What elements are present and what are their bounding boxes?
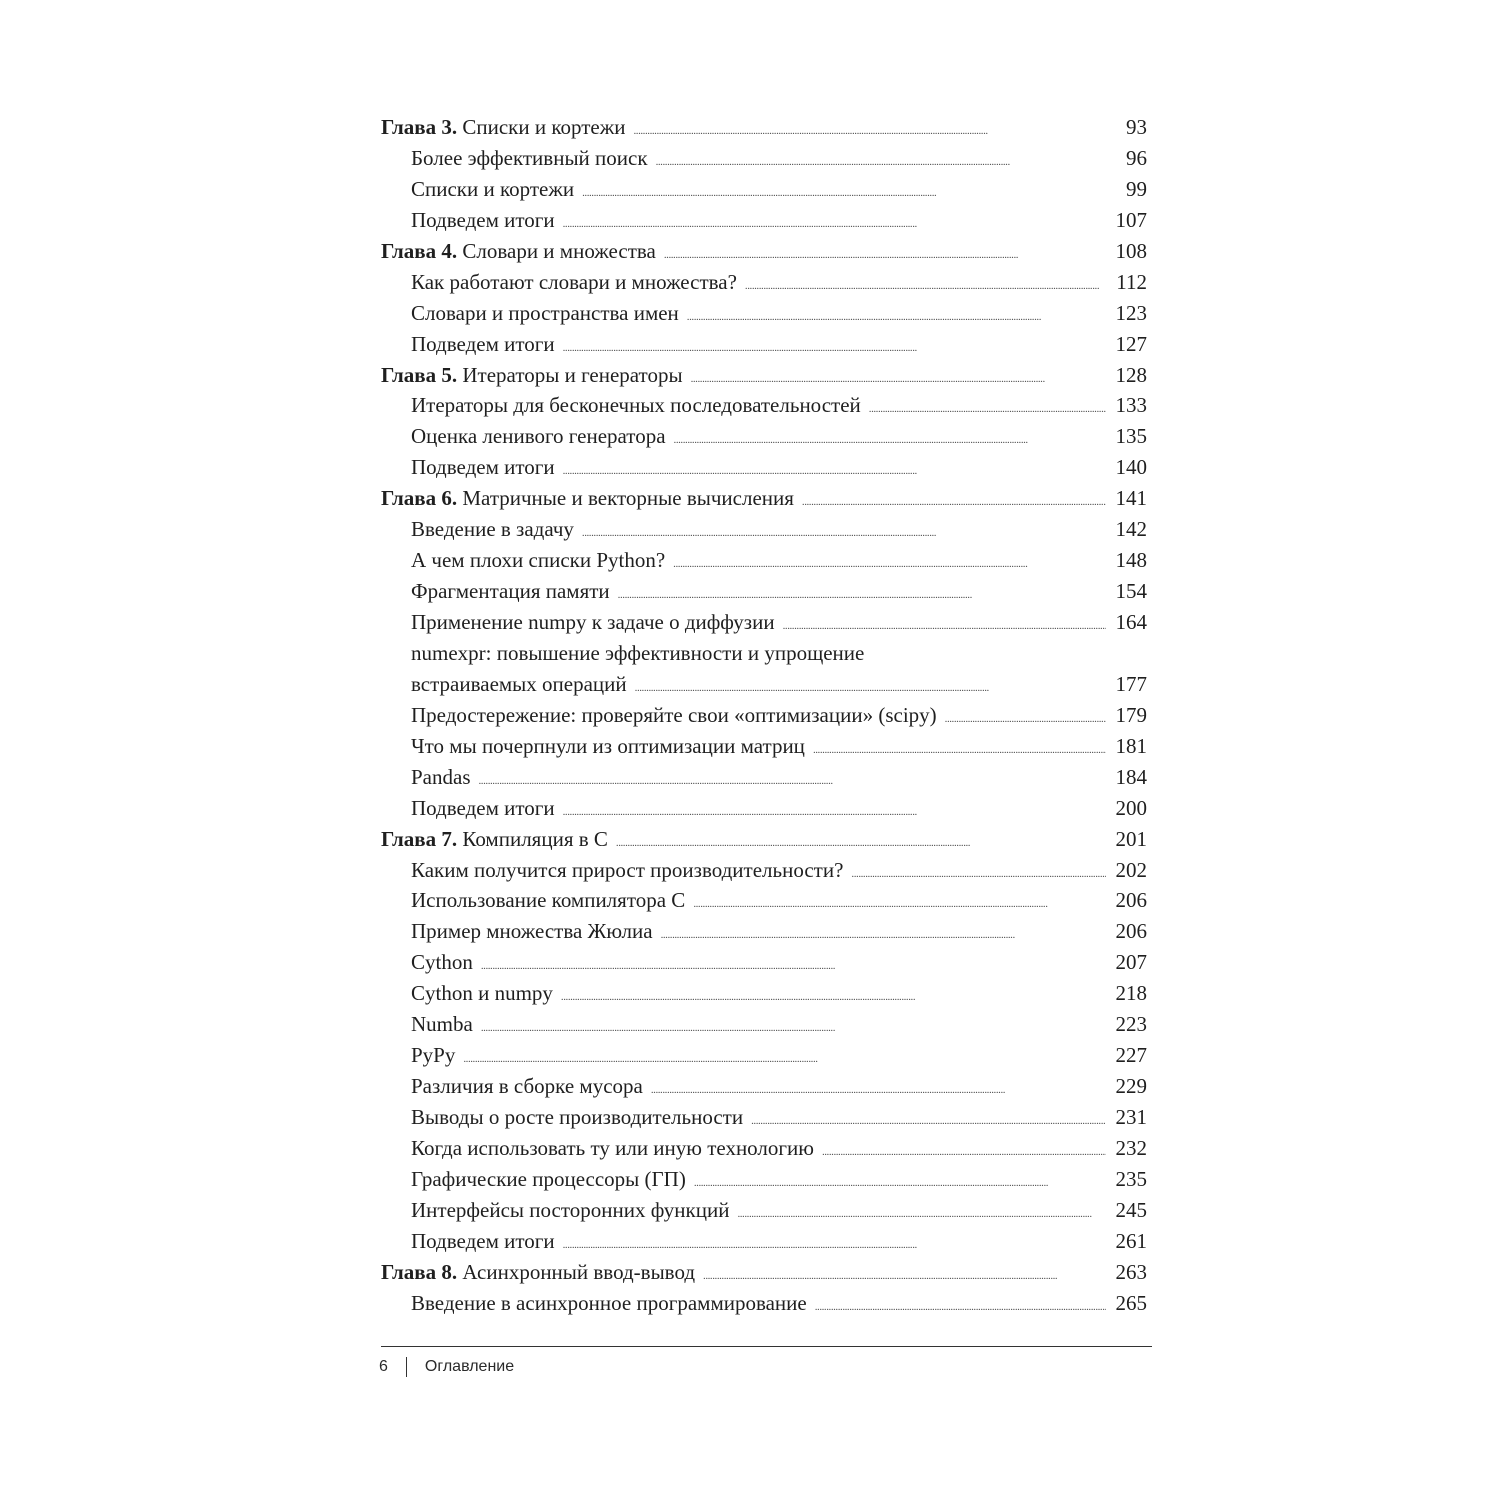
toc-section-entry [381, 455, 1147, 486]
toc-entry-title [381, 115, 625, 140]
toc-chapter-entry [381, 1260, 1147, 1291]
toc-section-entry [381, 208, 1147, 239]
chapter-title: Компиляция в C [462, 826, 608, 851]
dot-leader [561, 987, 1106, 1008]
toc-section-entry [381, 950, 1147, 981]
chapter-label: Глава 4. [381, 238, 458, 263]
toc-page-number: 231 [1115, 1105, 1147, 1129]
toc-entry-title [381, 827, 608, 852]
toc-entry-title: Оценка ленивого генератора [411, 424, 666, 449]
toc-section-entry [381, 146, 1147, 177]
toc-entry-title: Интерфейсы посторонних функций [411, 1197, 730, 1222]
toc-page-number: 207 [1115, 950, 1147, 975]
toc-section-entry [381, 919, 1147, 950]
chapter-title: Итераторы и генераторы [462, 362, 683, 387]
dot-leader [783, 616, 1106, 637]
dot-leader [661, 925, 1106, 946]
toc-entry-title: Pandas [411, 764, 471, 789]
toc-section-entry [381, 796, 1147, 827]
toc-entry-title: Словари и пространства имен [411, 300, 679, 325]
toc-section-entry [381, 1074, 1147, 1105]
toc-entry-title: Как работают словари и множества? [411, 269, 737, 294]
toc-page-number: 112 [1116, 269, 1147, 294]
toc-entry-title: Предостережение: проверяйте свои «оптимизации» (scipy) [411, 702, 937, 727]
table-of-contents [381, 115, 1147, 1322]
dot-leader [945, 709, 1106, 730]
dot-leader [563, 802, 1106, 823]
dot-leader [802, 492, 1106, 513]
toc-page-number: 141 [1115, 486, 1147, 511]
dot-leader [745, 276, 1106, 297]
dot-leader [674, 430, 1106, 451]
toc-entry-title: Подведем итоги [411, 1228, 555, 1253]
page-footer [379, 1357, 514, 1377]
dot-leader [815, 1297, 1106, 1318]
footer-separator [406, 1357, 407, 1377]
toc-section-entry [381, 1167, 1147, 1198]
toc-page-number: 142 [1115, 517, 1147, 542]
dot-leader [813, 740, 1106, 761]
toc-page-number: 148 [1115, 548, 1147, 573]
toc-page-number: 202 [1115, 857, 1147, 882]
toc-page-number: 99 [1126, 176, 1147, 201]
toc-section-entry [381, 517, 1147, 548]
toc-entry-title: Списки и кортежи [411, 176, 575, 201]
toc-page-number: 93 [1126, 115, 1147, 139]
toc-entry-title [381, 363, 683, 388]
toc-page-number: 206 [1115, 919, 1147, 944]
toc-section-entry [381, 1043, 1147, 1074]
toc-entry-title: Фрагментация памяти [411, 579, 610, 604]
toc-page-number: 107 [1115, 207, 1147, 232]
page-number: 6 [379, 1358, 388, 1375]
toc-entry-title: Подведем итоги [411, 455, 555, 480]
dot-leader [616, 833, 1106, 854]
toc-entry-title: Cython [411, 950, 473, 975]
toc-section-entry [381, 270, 1147, 301]
toc-entry-title: Когда использовать ту или иную технологию [411, 1135, 814, 1160]
dot-leader [693, 894, 1106, 915]
dot-leader [563, 461, 1106, 482]
toc-chapter-entry [381, 486, 1147, 517]
toc-page-number: 218 [1115, 981, 1147, 1006]
toc-entry-title: Cython и numpy [411, 981, 553, 1006]
toc-page-number: 223 [1115, 1012, 1147, 1037]
toc-section-entry [381, 858, 1147, 889]
toc-entry-title: Numba [411, 1012, 473, 1037]
chapter-label: Глава 7. [381, 826, 458, 851]
toc-entry-title: Различия в сборке мусора [411, 1074, 643, 1099]
toc-chapter-entry [381, 827, 1147, 858]
toc-section-entry [381, 641, 1147, 672]
toc-page-number: 229 [1115, 1074, 1147, 1099]
toc-entry-title: Графические процессоры (ГП) [411, 1166, 686, 1191]
toc-page-number: 265 [1115, 1290, 1147, 1315]
toc-entry-title [381, 1260, 695, 1285]
toc-section-entry [381, 548, 1147, 579]
toc-page-number: 201 [1115, 826, 1147, 851]
toc-section-entry [381, 1136, 1147, 1167]
toc-section-entry [381, 703, 1147, 734]
toc-page-number: 181 [1115, 733, 1147, 758]
toc-page-number: 177 [1115, 671, 1147, 696]
toc-section-entry [381, 424, 1147, 455]
toc-entry-title: Введение в асинхронное программирование [411, 1290, 807, 1315]
toc-entry-title: Подведем итоги [411, 207, 555, 232]
chapter-title: Списки и кортежи [462, 115, 626, 139]
dot-leader [481, 956, 1106, 977]
toc-entry-title: numexpr: повышение эффективности и упрощение [411, 640, 865, 665]
toc-page-number: 127 [1115, 331, 1147, 356]
dot-leader [691, 369, 1106, 390]
toc-entry-title: встраиваемых операций [411, 671, 627, 696]
toc-entry-title [381, 239, 656, 264]
footer-rule [381, 1346, 1152, 1347]
dot-leader [822, 1142, 1106, 1163]
toc-entry-title: А чем плохи списки Python? [411, 548, 666, 573]
toc-section-entry [381, 734, 1147, 765]
toc-page-number: 232 [1115, 1135, 1147, 1160]
chapter-title: Матричные и векторные вычисления [462, 486, 794, 511]
dot-leader [656, 152, 1106, 173]
toc-section-entry [381, 301, 1147, 332]
chapter-label: Глава 3. [381, 115, 458, 139]
dot-leader [618, 585, 1106, 606]
toc-section-entry [381, 1012, 1147, 1043]
dot-leader [582, 523, 1106, 544]
chapter-label: Глава 6. [381, 486, 458, 511]
dot-leader [633, 121, 1106, 142]
toc-section-entry [381, 177, 1147, 208]
dot-leader [869, 399, 1106, 420]
toc-section-entry [381, 610, 1147, 641]
toc-entry-title: Более эффективный поиск [411, 145, 648, 170]
dot-leader [703, 1266, 1106, 1287]
toc-page-number: 164 [1115, 610, 1147, 634]
toc-entry-title: Введение в задачу [411, 517, 574, 542]
chapter-label: Глава 8. [381, 1259, 458, 1284]
dot-leader [851, 864, 1106, 885]
toc-section-entry [381, 579, 1147, 610]
toc-page-number: 108 [1115, 238, 1147, 263]
dot-leader [635, 678, 1106, 699]
dot-leader [664, 245, 1106, 266]
toc-section-entry [381, 765, 1147, 796]
toc-entry-title [381, 486, 794, 511]
toc-page-number: 140 [1115, 455, 1147, 480]
toc-section-entry [381, 1229, 1147, 1260]
dot-leader [582, 183, 1106, 204]
toc-page-number: 133 [1115, 393, 1147, 418]
toc-entry-title: Пример множества Жюлиа [411, 919, 653, 944]
toc-page-number: 263 [1115, 1259, 1147, 1284]
toc-page-number: 123 [1115, 300, 1147, 325]
toc-entry-title: Использование компилятора C [411, 888, 686, 913]
dot-leader [651, 1080, 1106, 1101]
toc-entry-title: Применение numpy к задаче о диффузии [411, 610, 775, 634]
toc-section-entry [381, 1198, 1147, 1229]
toc-section-entry [381, 393, 1147, 424]
toc-section-entry [381, 672, 1147, 703]
toc-page-number: 128 [1115, 362, 1147, 387]
toc-section-entry [381, 332, 1147, 363]
dot-leader [563, 214, 1106, 235]
dot-leader [463, 1049, 1106, 1070]
toc-entry-title: Каким получится прирост производительности? [411, 857, 844, 882]
toc-page-number: 245 [1115, 1197, 1147, 1222]
dot-leader [479, 771, 1107, 792]
toc-page-number: 135 [1115, 424, 1147, 449]
toc-entry-title: Подведем итоги [411, 331, 555, 356]
chapter-label: Глава 5. [381, 362, 458, 387]
toc-entry-title: Что мы почерпнули из оптимизации матриц [411, 733, 805, 758]
running-head: Оглавление [424, 1358, 515, 1375]
toc-section-entry [381, 981, 1147, 1012]
dot-leader [481, 1018, 1106, 1039]
toc-chapter-entry [381, 115, 1147, 146]
toc-entry-title: PyPy [411, 1043, 456, 1068]
dot-leader [687, 307, 1106, 328]
toc-page-number: 179 [1115, 702, 1147, 727]
dot-leader [751, 1111, 1106, 1132]
toc-entry-title: Итераторы для бесконечных последовательностей [411, 393, 861, 418]
toc-section-entry [381, 888, 1147, 919]
chapter-title: Асинхронный ввод-вывод [462, 1259, 696, 1284]
toc-page-number: 200 [1115, 795, 1147, 820]
toc-page-number: 261 [1115, 1228, 1147, 1253]
toc-page-number: 227 [1115, 1043, 1147, 1068]
toc-page-number: 206 [1115, 888, 1147, 913]
toc-section-entry [381, 1291, 1147, 1322]
dot-leader [673, 554, 1106, 575]
toc-chapter-entry [381, 239, 1147, 270]
dot-leader [737, 1204, 1106, 1225]
toc-chapter-entry [381, 363, 1147, 394]
dot-leader [694, 1173, 1106, 1194]
toc-page-number: 154 [1115, 579, 1147, 604]
toc-page-number: 96 [1126, 145, 1147, 170]
toc-page-number: 184 [1115, 764, 1147, 789]
toc-section-entry [381, 1105, 1147, 1136]
dot-leader [563, 338, 1106, 359]
toc-page-number: 235 [1115, 1166, 1147, 1191]
toc-entry-title: Подведем итоги [411, 795, 555, 820]
dot-leader [563, 1235, 1106, 1256]
chapter-title: Словари и множества [462, 238, 656, 263]
toc-entry-title: Выводы о росте производительности [411, 1105, 744, 1129]
